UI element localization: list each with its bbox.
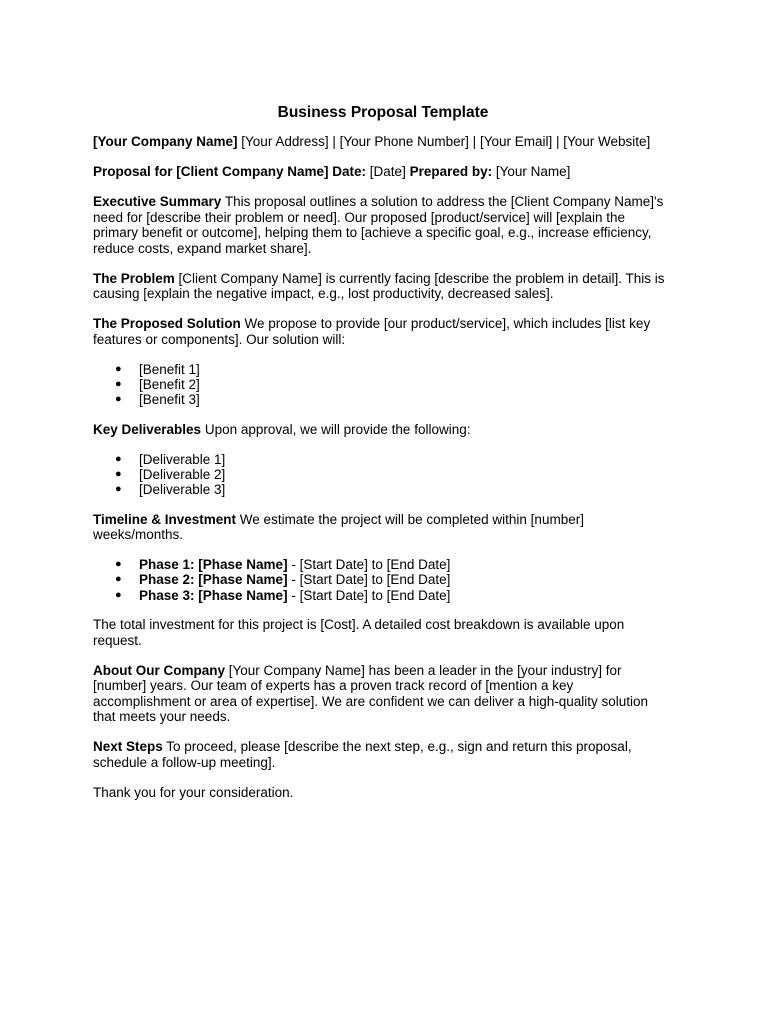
deliverables-heading: Key Deliverables xyxy=(93,421,202,437)
deliverables-text: Upon approval, we will provide the following: xyxy=(201,421,471,437)
timeline-text: We estimate the project will be completed within [number] weeks/months. xyxy=(93,511,584,543)
bullet-icon: ● xyxy=(115,467,122,480)
bullet-icon: ● xyxy=(115,588,122,601)
solution-section xyxy=(93,316,673,347)
document-body xyxy=(93,104,673,815)
about-section xyxy=(93,663,673,725)
solution-text: We propose to provide [our product/service], which includes [list key features or components]. Our solution will: xyxy=(93,316,651,347)
about-text: [Your Company Name] has been a leader in the [your industry] for [number] years. Our team of experts has a proven track record of [mention a key accomplishment or area of expertise]. We are confident we can deliver a high-quality solution that meets your needs. xyxy=(93,662,649,725)
benefit-text: [Benefit 2] xyxy=(139,376,200,392)
bullet-icon: ● xyxy=(115,483,122,496)
deliverable-text: [Deliverable 3] xyxy=(139,482,226,498)
timeline-heading: Timeline & Investment xyxy=(93,511,237,527)
bullet-icon: ● xyxy=(115,573,122,586)
prepared-by-value: [Your Name] xyxy=(492,164,571,179)
prepared-by-label: Prepared by: xyxy=(409,164,493,179)
benefit-text: [Benefit 3] xyxy=(139,391,200,407)
phase-dates: - [Start Date] to [End Date] xyxy=(287,587,451,603)
problem-text: [Client Company Name] is currently facing [describe the problem in detail]. This is causing [explain the negative impact, e.g., lost productivity, decreased sales]. xyxy=(93,270,665,301)
timeline-section xyxy=(93,512,673,543)
deliverables-section xyxy=(93,422,673,438)
problem-section xyxy=(93,271,673,302)
bullet-icon: ● xyxy=(115,558,122,571)
company-name: [Your Company Name] xyxy=(93,134,238,149)
bullet-icon: ● xyxy=(115,362,122,375)
next-steps-heading: Next Steps xyxy=(93,739,163,755)
closing-line: Thank you for your consideration. xyxy=(93,784,294,800)
proposal-line xyxy=(93,164,673,180)
phases-list xyxy=(93,557,673,603)
proposal-for-label: Proposal for [Client Company Name] Date: xyxy=(93,164,367,179)
list-item xyxy=(93,467,673,482)
about-heading: About Our Company xyxy=(93,662,225,678)
bullet-icon: ● xyxy=(115,392,122,405)
list-item xyxy=(93,392,673,407)
executive-summary-section xyxy=(93,194,673,256)
list-item xyxy=(93,482,673,497)
deliverable-text: [Deliverable 1] xyxy=(139,451,226,467)
deliverables-list xyxy=(93,452,673,498)
phase-label: Phase 2: [Phase Name] xyxy=(139,572,288,588)
executive-summary-heading: Executive Summary xyxy=(93,194,222,209)
company-contact-line: [Your Address] | [Your Phone Number] | [Your Email] | [Your Website] xyxy=(237,134,651,149)
list-item xyxy=(93,362,673,377)
list-item xyxy=(93,452,673,467)
phase-dates: - [Start Date] to [End Date] xyxy=(287,557,451,573)
company-header xyxy=(93,134,673,150)
benefit-text: [Benefit 1] xyxy=(139,361,200,377)
phase-label: Phase 1: [Phase Name] xyxy=(139,557,288,573)
solution-heading: The Proposed Solution xyxy=(93,316,241,331)
bullet-icon: ● xyxy=(115,377,122,390)
proposal-date: [Date] xyxy=(366,164,410,179)
problem-heading: The Problem xyxy=(93,270,175,286)
benefits-list xyxy=(93,362,673,408)
executive-summary-text: This proposal outlines a solution to address the [Client Company Name]'s need for [describe their problem or need]. Our proposed [product/service] will [explain the primary benefit or outcome], helping them to [achieve a specific goal, e.g., increase efficiency, reduce costs, expand market share]. xyxy=(93,194,664,256)
list-item xyxy=(93,588,673,603)
next-steps-text: To proceed, please [describe the next step, e.g., sign and return this proposal, schedule a follow-up meeting]. xyxy=(93,739,632,770)
phase-dates: - [Start Date] to [End Date] xyxy=(287,572,451,588)
investment-paragraph: The total investment for this project is [Cost]. A detailed cost breakdown is available upon request. xyxy=(93,617,625,648)
phase-label: Phase 3: [Phase Name] xyxy=(139,587,288,603)
document-title: Business Proposal Template xyxy=(277,104,489,121)
list-item xyxy=(93,572,673,587)
deliverable-text: [Deliverable 2] xyxy=(139,466,226,482)
bullet-icon: ● xyxy=(115,452,122,465)
list-item xyxy=(93,377,673,392)
list-item xyxy=(93,557,673,572)
next-steps-section xyxy=(93,739,673,770)
